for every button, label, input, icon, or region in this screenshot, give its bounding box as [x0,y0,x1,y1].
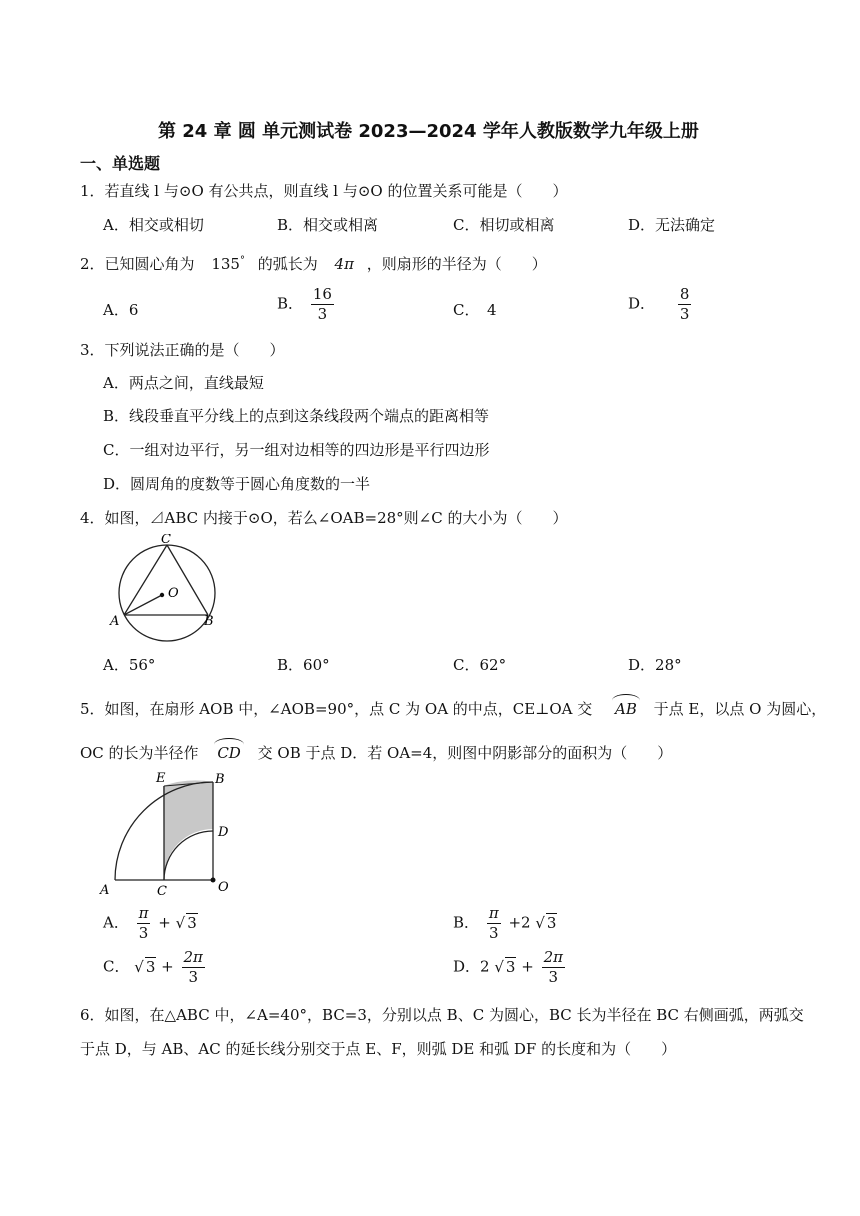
numerator: 2π [183,948,203,966]
q5-option-b[interactable] [453,906,557,941]
numerator: π [138,904,149,922]
segment-cb [167,545,208,615]
q5-option-a[interactable] [103,906,198,941]
q5-option-c-fraction [182,950,205,985]
q5-line-2 [80,738,672,763]
q5-line-1 [80,694,826,719]
q4-option-a[interactable]: A．56° [103,656,156,674]
label-c: C [161,534,171,547]
plus-sign: + [161,957,174,976]
section-heading: 一、单选题 [80,154,161,173]
q2-option-d-fraction [678,287,692,322]
denominator: 3 [138,924,149,942]
denominator: 3 [317,305,328,323]
q2-angle [211,255,245,273]
page-title: 第 24 章 圆 单元测试卷 2023—2024 学年人教版数学九年级上册 [158,121,699,142]
q5-option-b-fraction [487,906,501,941]
plus-sign: + [158,913,171,932]
denominator: 3 [548,968,559,986]
denominator: 3 [188,968,198,986]
q2-option-a[interactable]: A．6 [103,301,139,319]
q4-option-d[interactable]: D．28° [628,656,682,674]
q3-option-a[interactable]: A．两点之间，直线最短 [103,374,264,392]
q3-stem: 3．下列说法正确的是（ ） [80,341,285,359]
label-a: A [100,883,110,895]
q3-option-b[interactable]: B．线段垂直平分线上的点到这条线段两个端点的距离相等 [103,407,490,425]
q2-option-d[interactable] [628,287,694,322]
q1-stem: 1．若直线 l 与⊙O 有公共点，则直线 l 与⊙O 的位置关系可能是（ ） [80,182,568,200]
denominator: 3 [488,924,499,942]
numerator: 16 [312,285,332,303]
q4-option-b[interactable]: B．60° [277,656,330,674]
q2-option-c[interactable]: C． 4 [453,301,497,319]
center-point [160,593,164,597]
q1-option-a[interactable]: A．相交或相切 [103,216,204,234]
numerator: π [488,904,499,922]
q4-circle-figure [105,534,230,649]
label-b: B [204,614,214,629]
q2-stem-a: 2．已知圆心角为 [80,255,195,273]
shaded-region [163,780,213,878]
sqrt-3: √ 3 [175,913,197,932]
denominator: 3 [679,305,690,323]
label-e: E [156,771,166,786]
radicand: 3 [546,913,557,932]
q5-option-d-fraction [542,950,565,985]
q5-option-d-label: D．2 [453,957,490,976]
q5-arc-cd: CD [217,738,241,762]
label-a: A [110,614,120,629]
q5-line-2-a: OC 的长为半径作 [80,744,199,762]
q5-option-b-label: B． [453,913,480,932]
segment-ac [124,545,167,615]
label-o: O [218,880,229,895]
q4-stem: 4．如图，⊿ABC 内接于⊙O，若么∠OAB=28°则∠C 的大小为（ ） [80,509,568,527]
q2-option-d-label: D． [628,294,656,313]
q2-stem-c: ，则扇形的半径为（ ） [366,255,547,273]
q6-line-2: 于点 D，与 AB、AC 的延长线分别交于点 E、F，则弧 DE 和弧 DF 的长度和为（ ） [80,1040,677,1058]
q5-option-a-fraction [137,906,151,941]
q5-line-2-b: 交 OB 于点 D．若 OA=4，则图中阴影部分的面积为（ ） [257,744,673,762]
q1-option-c[interactable]: C．相切或相离 [453,216,555,234]
q5-option-d[interactable] [453,950,568,985]
q2-option-b-fraction [311,287,334,322]
circle-o [119,545,215,641]
label-b: B [215,772,225,787]
radicand: 3 [505,957,516,976]
q2-option-b-label: B． [277,294,304,313]
q5-line-1-a: 5．如图，在扇形 AOB 中，∠AOB=90°，点 C 为 OA 的中点，CE⊥OA 交 [80,700,593,718]
point-o [211,878,216,883]
plus-sign: + [521,957,534,976]
plus-two: +2 [508,913,531,932]
q5-arc-ab: AB [615,694,637,718]
q1-option-d[interactable]: D．无法确定 [628,216,716,234]
q5-line-1-b: 于点 E，以点 O 为圆心， [653,700,827,718]
q2-option-b[interactable] [277,287,337,322]
q2-stem-b: 的弧长为 [257,255,318,273]
radicand: 3 [145,957,156,976]
q2-angle-value: 135 [211,255,240,273]
q2-degree: ° [239,255,245,266]
q2-arc-length: 4π [334,255,354,273]
q2-stem [80,253,547,274]
q3-option-c[interactable]: C．一组对边平行，另一组对边相等的四边形是平行四边形 [103,441,490,459]
q5-option-c[interactable] [103,950,208,985]
q5-sector-figure [97,770,237,895]
q6-line-1: 6．如图，在△ABC 中，∠A=40°，BC=3，分别以点 B、C 为圆心，BC 长为半径在 BC 右侧画弧，两弧交 [80,1006,804,1024]
q4-option-c[interactable]: C．62° [453,656,507,674]
radicand: 3 [187,913,197,932]
label-c: C [157,884,167,895]
sqrt-3: √ 3 [494,957,516,976]
q1-option-b[interactable]: B．相交或相离 [277,216,379,234]
label-d: D [218,825,229,840]
q3-option-d[interactable]: D．圆周角的度数等于圆心角度数的一半 [103,475,371,493]
label-o: O [168,586,179,601]
numerator: 8 [679,285,690,303]
sqrt-3: √ 3 [535,913,557,932]
q5-option-c-label: C． [103,957,130,976]
sqrt-3: √ 3 [134,957,156,976]
q5-option-a-label: A． [103,913,129,932]
numerator: 2π [543,948,564,966]
